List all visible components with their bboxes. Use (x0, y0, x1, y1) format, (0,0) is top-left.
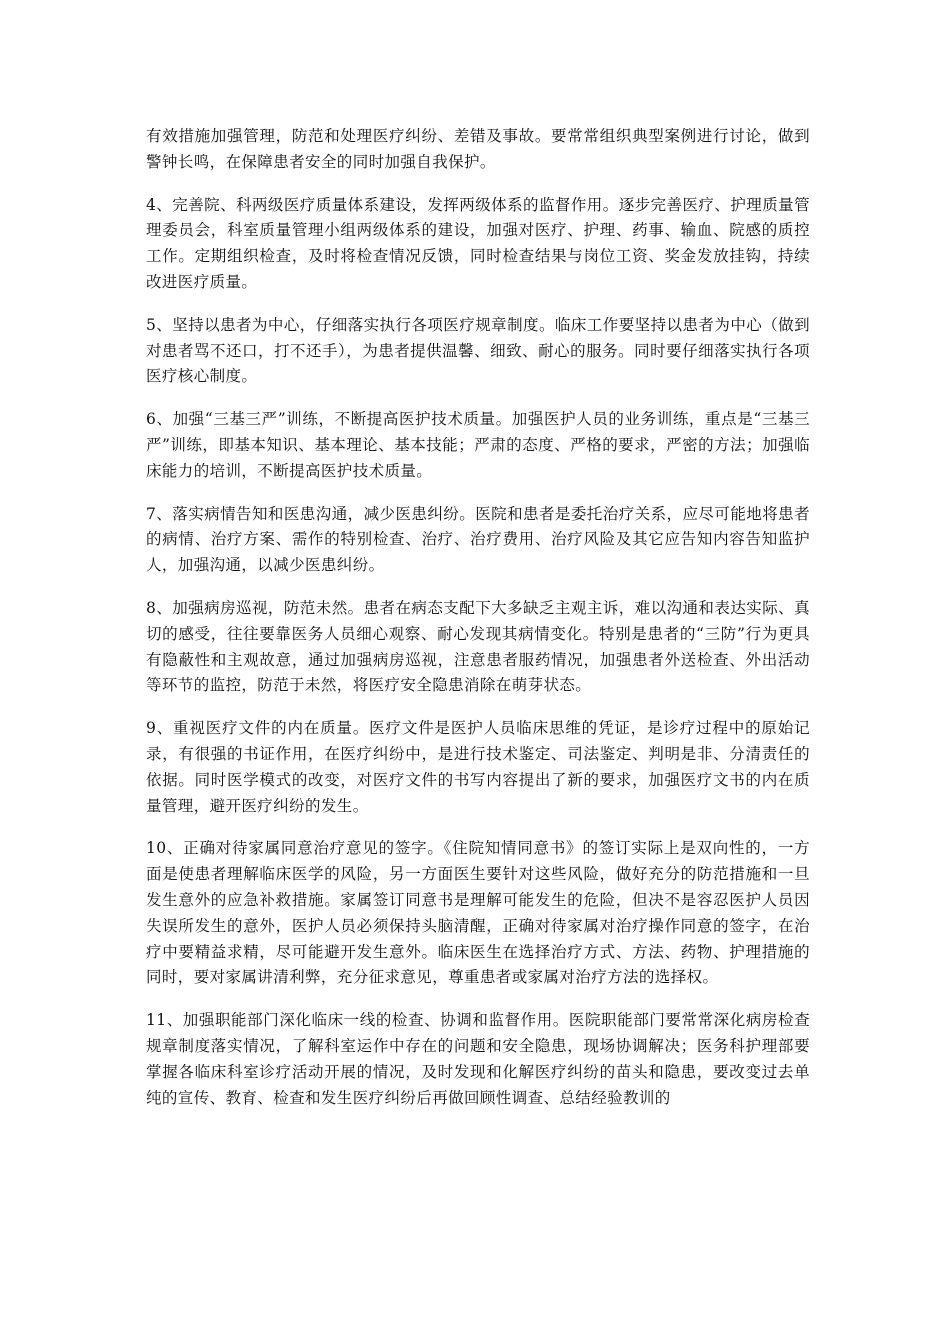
paragraph-item-8: 8、加强病房巡视，防范未然。患者在病态支配下大多缺乏主观主诉，难以沟通和表达实际、真切的感受，往往要靠医务人员细心观察、耐心发现其病情变化。特别是患者的“三防”行为更具有隐蔽性和主观故意，通过加强病房巡视，注意患者服药情况，加强患者外送检查、外出活动等环节的监控，防范于未然，将医疗安全隐患消除在萌芽状态。 (146, 598, 810, 695)
paragraph-item-5: 5、坚持以患者为中心，仔细落实执行各项医疗规章制度。临床工作要坚持以患者为中心（做到对患者骂不还口，打不还手），为患者提供温馨、细致、耐心的服务。同时要仔细落实执行各项医疗核心制度。 (146, 315, 810, 386)
paragraph-item-7: 7、落实病情告知和医患沟通，减少医患纠纷。医院和患者是委托治疗关系，应尽可能地将患者的病情、治疗方案、需作的特别检查、治疗、治疗费用、治疗风险及其它应告知内容告知监护人，加强沟通，以减少医患纠纷。 (146, 504, 810, 575)
paragraph-item-9: 9、重视医疗文件的内在质量。医疗文件是医护人员临床思维的凭证，是诊疗过程中的原始记录，有很强的书证作用，在医疗纠纷中，是进行技术鉴定、司法鉴定、判明是非、分清责任的依据。同时医学模式的改变，对医疗文件的书写内容提出了新的要求，加强医疗文书的内在质量管理，避开医疗纠纷的发生。 (146, 719, 810, 815)
paragraph-item-11: 11、加强职能部门深化临床一线的检查、协调和监督作用。医院职能部门要常常深化病房检查规章制度落实情况，了解科室运作中存在的问题和安全隐患，现场协调解决；医务科护理部要掌握各临床科室诊疗活动开展的情况，及时发现和化解医疗纠纷的苗头和隐患，要改变过去单纯的宣传、教育、检查和发生医疗纠纷后再做回顾性调查、总结经验教训的 (146, 1011, 810, 1107)
paragraph-continuation: 有效措施加强管理，防范和处理医疗纠纷、差错及事故。要常常组织典型案例进行讨论，做到警钟长鸣，在保障患者安全的同时加强自我保护。 (146, 127, 810, 171)
document-body (146, 124, 810, 1128)
paragraph-item-6: 6、加强“三基三严”训练，不断提高医护技术质量。加强医护人员的业务训练，重点是“三基三严”训练，即基本知识、基本理论、基本技能；严肃的态度、严格的要求，严密的方法；加强临床能力的培训，不断提高医护技术质量。 (146, 410, 810, 480)
paragraph-item-4: 4、完善院、科两级医疗质量体系建设，发挥两级体系的监督作用。逐步完善医疗、护理质量管理委员会，科室质量管理小组两级体系的建设，加强对医疗、护理、药事、输血、院感的质控工作。定期组织检查，及时将检查情况反馈，同时检查结果与岗位工资、奖金发放挂钩，持续改进医疗质量。 (146, 195, 810, 291)
paragraph-item-10: 10、正确对待家属同意治疗意见的签字。《住院知情同意书》的签订实际上是双向性的，一方面是使患者理解临床医学的风险，另一方面医生要针对这些风险，做好充分的防范措施和一旦发生意外的应急补救措施。家属签订同意书是理解可能发生的危险，但决不是容忍医护人员因失误所发生的意外，医护人员必须保持头脑清醒，正确对待家属对治疗操作同意的签字，在治疗中要精益求精，尽可能避开发生意外。临床医生在选择治疗方式、方法、药物、护理措施的同时，要对家属讲清利弊，充分征求意见，尊重患者或家属对治疗方法的选择权。 (146, 839, 810, 987)
